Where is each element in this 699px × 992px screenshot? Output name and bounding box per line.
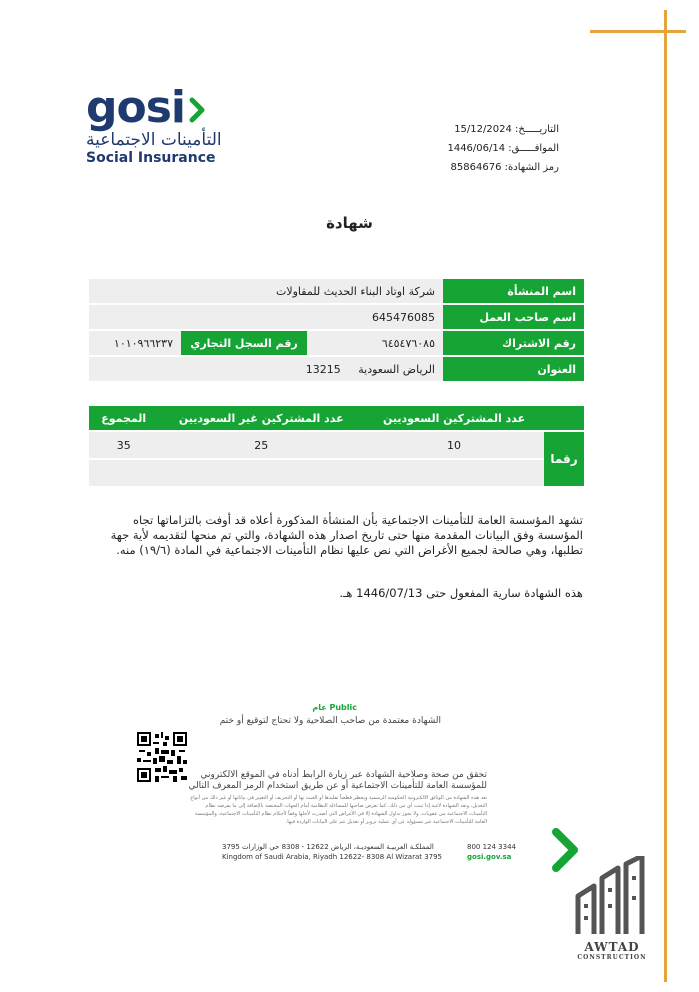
address-english: Kingdom of Saudi Arabia, Riyadh 12622- 8308 Al Wizarat 3795 [222,853,443,861]
awtad-sub: CONSTRUCTION [577,954,647,961]
empty-cell [158,459,364,486]
right-gold-line [664,10,667,982]
website-link[interactable]: gosi.gov.sa [467,853,512,861]
code-label: رمز الشهادة: [504,162,559,173]
saudi-count: 10 [364,431,544,459]
contact-block [467,842,516,862]
hijri-label: الموافـــــق: [508,143,559,154]
table-header-row [89,406,584,431]
address-value [89,356,443,382]
subscription-value: ٦٤٥٤٧٦٠٨٥ [307,330,443,356]
hijri-value: 1446/06/14 [447,143,506,154]
page-title: شهادة [326,214,373,232]
code-value: 85864676 [450,162,502,173]
table-row [89,304,584,330]
fine-print: تعد هذه الشهادة من الوثائق الالكترونية الحكومية الرسمية ويحظر قطعياً تقليدها أو العبث بها أو التحريف أو التغيير في بياناتها أو غير ذلك من أنواع التعديل، وتعد الشهادة لاغية إذا ثبتت أي من ذلك. كما تعرض صاحبها للمساءلة النظامية أمام الجهات المختصة بالإضافة إلى ما يفرضه نظام التأمينات الاجتماعية من عقوبات، ولا يجوز تداول الشهادة إلا في الأغراض التي أصدرت لأجلها وفقاً لأحكام نظام التأمينات الاجتماعية، والمؤسسة العامة للتأمينات الاجتماعية غير مسؤولة عن أي عملية تزوير أو تعديل تتم على البيانات الواردة فيها. [190,795,487,825]
cr-label: رقم السجل التجاري [181,330,307,356]
valid-date: 1446/07/13 [356,586,423,600]
employer-label: اسم صاحب العمل [443,304,584,330]
table-row [89,431,584,459]
empty-cell [89,459,158,486]
table-row [89,279,584,304]
certificate-meta [359,120,559,177]
header-empty [544,406,584,431]
address-arabic: المملكـة العربيـة السعوديـة، الرياض 12622 - 8308 حي الوزارات 3795 [222,843,434,851]
qr-code-icon[interactable] [137,732,187,782]
entity-table [89,279,584,383]
subscription-label: رقم الاشتراك [443,330,584,356]
address-city: الرياض السعودية [358,362,435,376]
date-value: 15/12/2024 [454,124,512,135]
entity-name-value: شركة اوتاد البناء الحديث للمقاولات [89,279,443,304]
header-saudi: عدد المشتركين السعوديين [364,406,544,431]
employer-value: 645476085 [89,304,443,330]
logo-word: gosi [86,82,185,133]
table-row [89,356,584,382]
table-row [89,459,584,486]
address-block [222,842,442,862]
gosi-logo [86,82,226,168]
address-zip: 13215 [305,362,341,376]
awtad-building-icon [572,856,652,936]
empty-cell [364,459,544,486]
approved-note: الشهادة معتمدة من صاحب الصلاحية ولا تحتاج لتوقيع أو ختم [219,716,441,726]
chevron-right-icon [188,96,208,124]
date-label: التاريـــــخ: [515,124,559,135]
cr-value: ١٠١٠٩٦٦٢٣٧ [89,330,181,356]
counts-table [89,406,584,486]
valid-prefix: هذه الشهادة سارية المفعول حتى [426,586,583,600]
logo-arabic: التأمينات الاجتماعية [86,130,222,150]
verification-text: تحقق من صحة وصلاحية الشهادة عبر زيارة الرابط أدناه في الموقع الالكتروني للمؤسسة العامة للتأمينات الاجتماعية أو عن طريق استخدام الرمز المعرف التالي [188,770,487,791]
validity-line [89,586,583,600]
hijri-row [359,139,559,158]
entity-name-label: اسم المنشأة [443,279,584,304]
date-row [359,120,559,139]
logo-english: Social Insurance [86,150,216,166]
code-row [359,158,559,177]
row-label: رقما [544,431,584,486]
non-saudi-count: 25 [158,431,364,459]
total-count: 35 [89,431,158,459]
header-total: المجموع [89,406,158,431]
valid-suffix: هـ. [339,586,353,600]
awtad-name: AWTAD [584,940,640,954]
certificate-paragraph: تشهد المؤسسة العامة للتأمينات الاجتماعية بأن المنشأة المذكورة أعلاه قد أوفت بالتزاماتها تجاه المؤسسة وفق البيانات المقدمة منها حتى تاريخ اصدار هذه الشهادة، والتي تم منحها لتقديمه لأية جهة تطلبها، وهي صالحة لجميع الأغراض التي نص عليها نظام التأمينات الاجتماعية في المادة (١٩/٦) منه. [110,513,583,557]
table-row [89,330,584,356]
phone-number: 800 124 3344 [467,843,516,851]
awtad-logo [572,856,652,966]
top-gold-line [590,30,686,33]
header-non-saudi: عدد المشتركين غير السعوديين [158,406,364,431]
address-label: العنوان [443,356,584,382]
public-label: Public عام [312,703,357,712]
